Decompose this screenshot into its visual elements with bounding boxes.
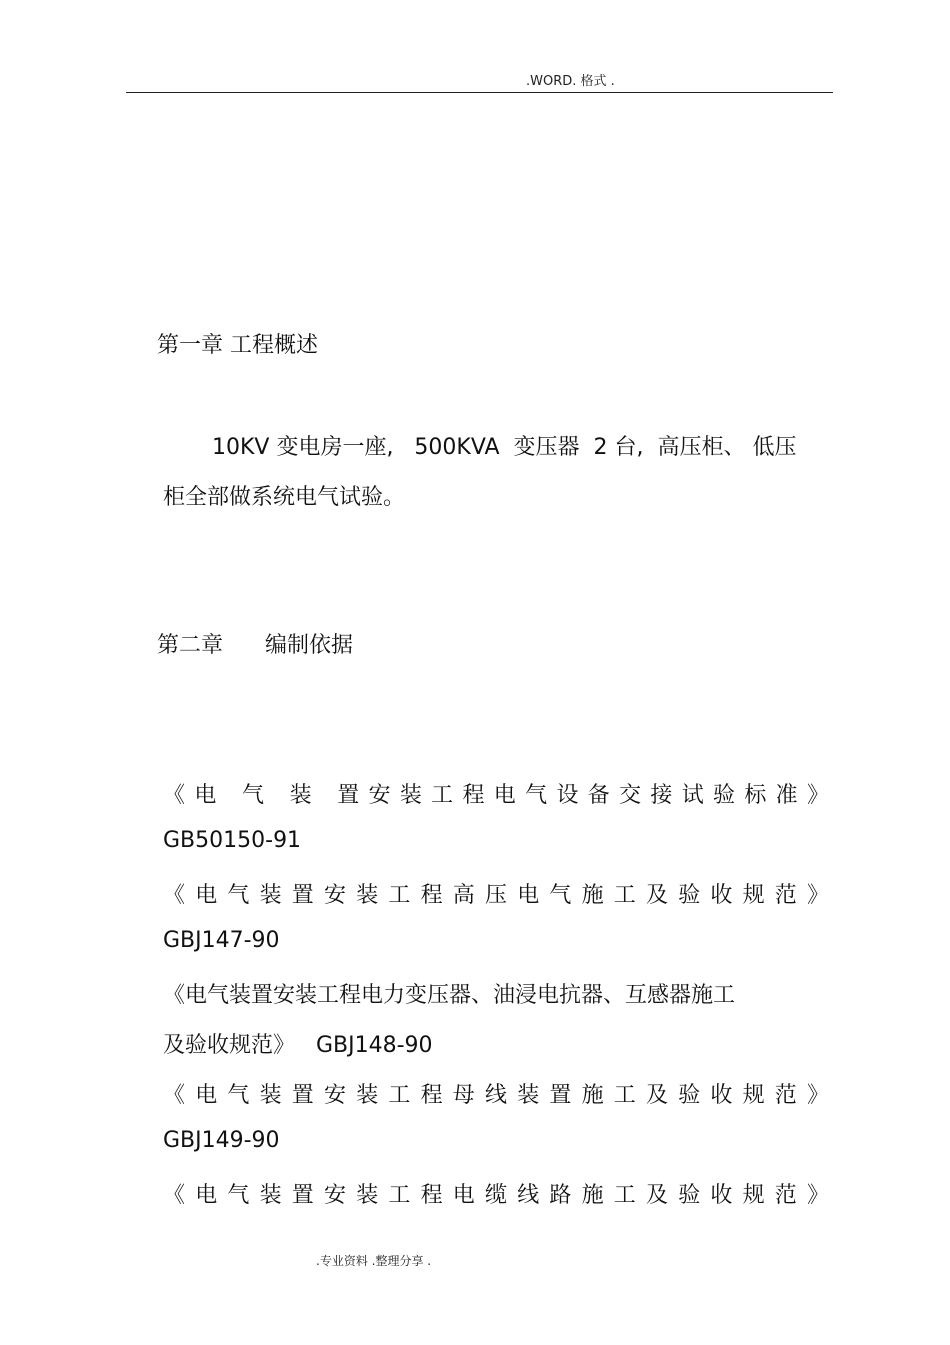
chapter1-paragraph-line1: 10KV 变电房一座, 500KVA 变压器 2 台, 高压柜、 低压 xyxy=(212,435,797,460)
reference-title-1: 《电 气 装 置安装工程电气设备交接试验标准》 xyxy=(163,783,829,808)
reference-title-3: 《电气装置安装工程电力变压器、油浸电抗器、互感器施工 xyxy=(163,983,736,1008)
reference-code-4: GBJ149-90 xyxy=(163,1128,280,1153)
reference-title-5: 《电气装置安装工程电缆线路施工及验收规范》 xyxy=(163,1183,829,1208)
chapter1-paragraph-line2: 柜全部做系统电气试验。 xyxy=(163,485,406,510)
reference-code-2: GBJ147-90 xyxy=(163,928,280,953)
reference-code-3: 及验收规范》 GBJ148-90 xyxy=(163,1033,433,1058)
reference-title-4: 《电气装置安装工程母线装置施工及验收规范》 xyxy=(163,1083,829,1108)
page-footer: .专业资料 .整理分享 . xyxy=(316,1254,432,1268)
chapter1-heading: 第一章 工程概述 xyxy=(157,333,318,358)
reference-code-1: GB50150-91 xyxy=(163,828,302,853)
chapter2-heading: 第二章 编制依据 xyxy=(157,633,353,658)
reference-title-2: 《电气装置安装工程高压电气施工及验收规范》 xyxy=(163,883,829,908)
page-header: .WORD. 格式 . xyxy=(526,74,615,89)
header-divider xyxy=(126,92,833,93)
